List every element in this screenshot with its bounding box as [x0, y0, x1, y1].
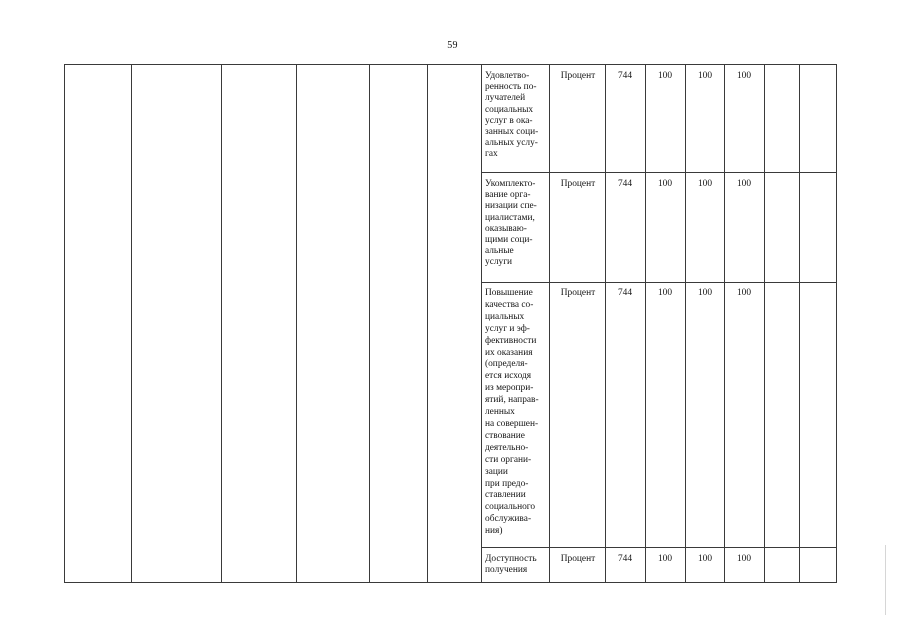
table-column-border	[685, 64, 686, 583]
indicator-value: 100	[697, 554, 713, 564]
unit-of-measure: Процент	[560, 179, 596, 189]
indicator-value: 100	[736, 554, 752, 564]
indicator-value: 100	[736, 288, 752, 298]
table-column-border	[764, 64, 765, 583]
table-column-border	[724, 64, 725, 583]
table-column-border	[369, 64, 370, 583]
table-column-border	[799, 64, 800, 583]
okei-code: 744	[617, 554, 633, 564]
table-top-border	[64, 64, 837, 65]
table-row-border	[481, 172, 837, 173]
okei-code: 744	[617, 179, 633, 189]
table-column-border	[427, 64, 428, 583]
table-column-border	[836, 64, 837, 583]
scan-artifact	[885, 545, 886, 615]
table-column-border	[645, 64, 646, 583]
indicator-value: 100	[657, 554, 673, 564]
table-row-border	[481, 282, 837, 283]
indicator-value: 100	[736, 71, 752, 81]
indicator-name: Повышение качества со- циальных услуг и эф- фективности их оказания (определя- ется исходя из меропри- ятий, направ- ленных на совершен- ствование деятельно- сти органи- зации при предо- ставлении социального обслуживa- ния)	[485, 288, 539, 537]
table-column-border	[296, 64, 297, 583]
table-row-border	[481, 547, 837, 548]
indicator-value: 100	[697, 288, 713, 298]
indicator-value: 100	[697, 179, 713, 189]
table-column-border	[481, 64, 482, 583]
unit-of-measure: Процент	[560, 71, 596, 81]
table-column-border	[131, 64, 132, 583]
table-column-border	[221, 64, 222, 583]
table-bottom-border	[64, 582, 837, 583]
indicator-value: 100	[657, 179, 673, 189]
indicator-value: 100	[657, 71, 673, 81]
table-column-border	[549, 64, 550, 583]
page-number: 59	[447, 40, 458, 51]
indicator-name: Доступность получения	[485, 554, 537, 576]
indicator-value: 100	[697, 71, 713, 81]
unit-of-measure: Процент	[560, 288, 596, 298]
okei-code: 744	[617, 71, 633, 81]
unit-of-measure: Процент	[560, 554, 596, 564]
indicator-value: 100	[736, 179, 752, 189]
indicator-value: 100	[657, 288, 673, 298]
okei-code: 744	[617, 288, 633, 298]
indicator-name: Укомплекто- вание орга- низации спе- циалистами, оказываю- щими соци- альные услуги	[485, 179, 537, 268]
table-column-border	[64, 64, 65, 583]
table-column-border	[605, 64, 606, 583]
indicator-name: Удовлетво- ренность по- лучателей социальных услуг в ока- занных соци- альных услу- гах	[485, 71, 539, 160]
